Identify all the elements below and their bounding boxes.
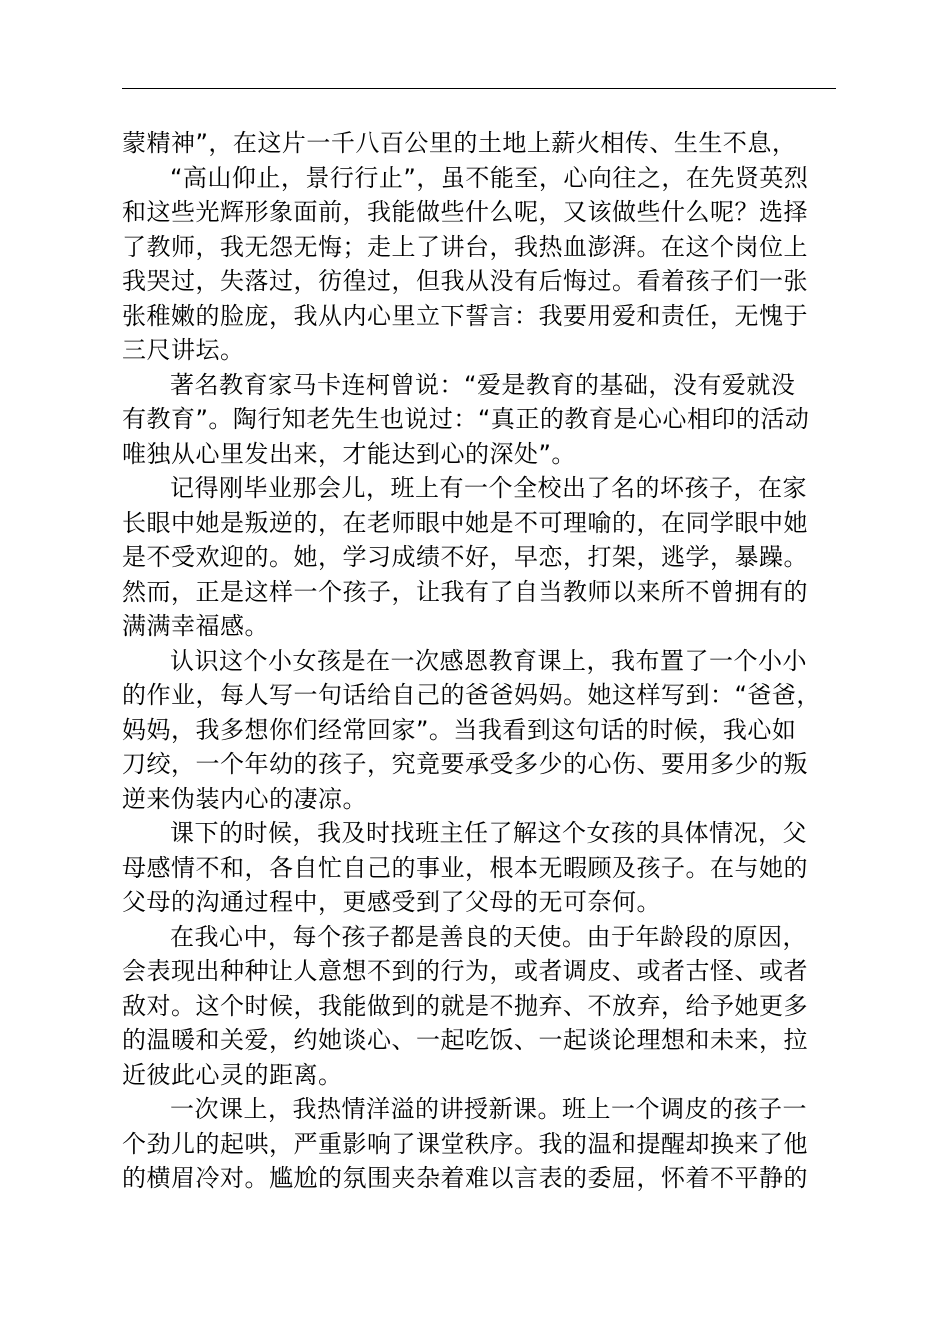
text-line: 长眼中她是叛逆的，在老师眼中她是不可理喻的，在同学眼中她: [122, 508, 808, 537]
text-line: 妈妈，我多想你们经常回家”。当我看到这句话的时候，我心如: [122, 715, 797, 744]
text-line: 了教师，我无怨无悔；走上了讲台，我热血澎湃。在这个岗位上: [122, 232, 808, 261]
text-line: 然而，正是这样一个孩子，让我有了自当教师以来所不曾拥有的: [122, 577, 808, 606]
text-line: 蒙精神”，在这片一千八百公里的土地上薪火相传、生生不息，: [122, 129, 797, 157]
text-line: 母感情不和，各自忙自己的事业，根本无暇顾及孩子。在与她的: [122, 853, 808, 882]
text-line: 我哭过，失落过，彷徨过，但我从没有后悔过。看着孩子们一张: [122, 267, 808, 295]
text-line: 和这些光辉形象面前，我能做些什么呢，又该做些什么呢？选择: [122, 198, 808, 226]
text-line: 刀绞，一个年幼的孩子，究竟要承受多少的心伤、要用多少的叛: [122, 750, 808, 778]
text-line: 逆来伪装内心的凄凉。: [122, 784, 367, 813]
text-line: 个劲儿的起哄，严重影响了课堂秩序。我的温和提醒却换来了他: [122, 1129, 808, 1158]
text-line: 三尺讲坛。: [122, 336, 245, 364]
text-line: 父母的沟通过程中，更感受到了父母的无可奈何。: [122, 888, 661, 916]
text-line: 是不受欢迎的。她，学习成绩不好，早恋，打架，逃学，暴躁。: [122, 543, 808, 571]
text-line: 认识这个小女孩是在一次感恩教育课上，我布置了一个小小: [170, 646, 807, 675]
text-line: 张稚嫩的脸庞，我从内心里立下誓言：我要用爱和责任，无愧于: [122, 301, 808, 330]
text-line: 一次课上，我热情洋溢的讲授新课。班上一个调皮的孩子一: [170, 1095, 807, 1123]
text-line: 的温暖和关爱，约她谈心、一起吃饭、一起谈论理想和未来，拉: [122, 1026, 808, 1054]
text-line: 著名教育家马卡连柯曾说：“爱是教育的基础，没有爱就没: [170, 370, 796, 399]
text-line: 满满幸福感。: [122, 612, 269, 640]
text-line: 近彼此心灵的距离。: [122, 1060, 343, 1089]
text-line: 课下的时候，我及时找班主任了解这个女孩的具体情况，父: [170, 819, 807, 847]
text-line: 记得刚毕业那会儿，班上有一个全校出了名的坏孩子，在家: [170, 474, 807, 502]
text-line: 的作业，每人写一句话给自己的爸爸妈妈。她这样写到：“爸爸，: [122, 681, 821, 709]
text-line: 有教育”。陶行知老先生也说过：“真正的教育是心心相印的活动: [122, 405, 810, 433]
body-text: [122, 126, 836, 1196]
text-line: 会表现出种种让人意想不到的行为，或者调皮、或者古怪、或者: [122, 957, 808, 985]
text-line: 在我心中，每个孩子都是善良的天使。由于年龄段的原因，: [170, 922, 807, 951]
text-line: 唯独从心里发出来，才能达到心的深处”。: [122, 439, 576, 468]
text-line: “高山仰止，景行行止”，虽不能至，心向往之，在先贤英烈: [170, 163, 809, 192]
header-rule: [122, 88, 836, 89]
text-line: 的横眉冷对。尴尬的氛围夹杂着难以言表的委屈，怀着不平静的: [122, 1164, 808, 1192]
text-line: 敌对。这个时候，我能做到的就是不抛弃、不放弃，给予她更多: [122, 991, 808, 1020]
